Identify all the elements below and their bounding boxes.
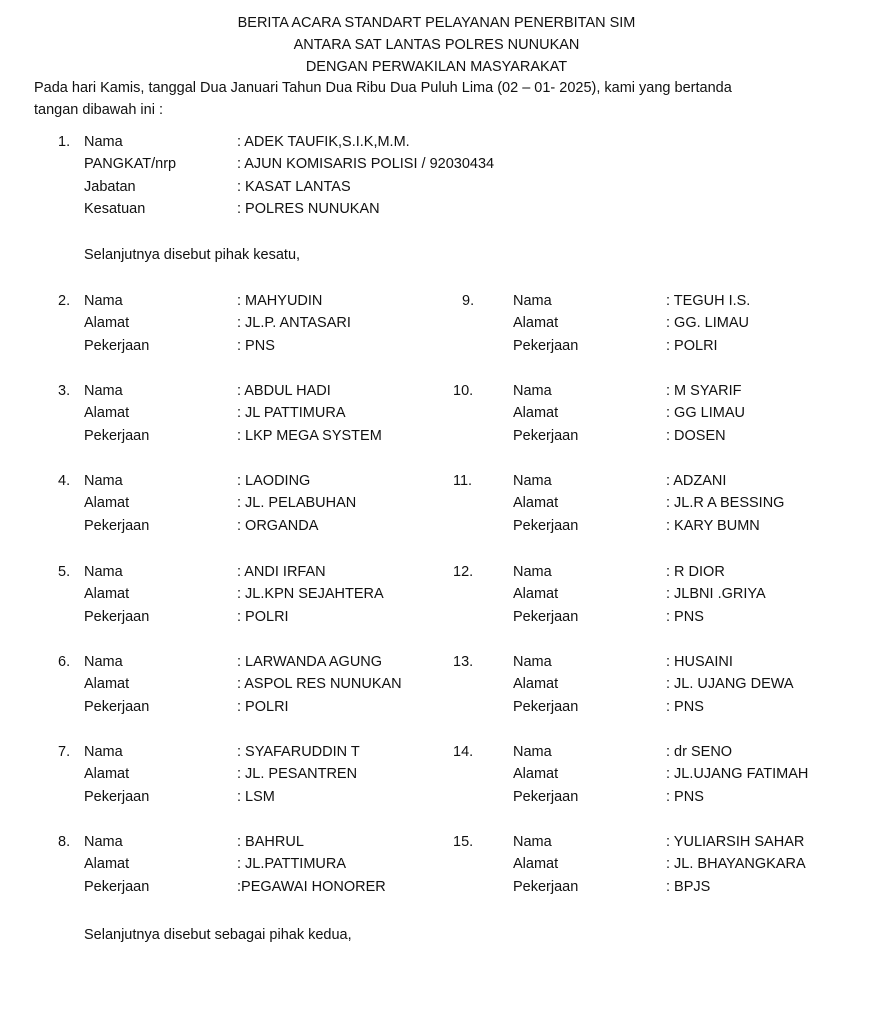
field-value: : MAHYUDIN [237,293,323,309]
field-value: : ANDI IRFAN [237,564,326,580]
entry-number: 15. [453,834,474,850]
field-value: : SYAFARUDDIN T [237,744,360,760]
field-label: Nama [84,564,123,580]
field-label: Nama [84,744,123,760]
field-label: Jabatan [84,179,136,195]
entry-number: 11. [453,473,473,489]
field-label: Alamat [513,495,559,511]
entry-number: 10. [453,383,474,399]
field-value: : POLRI [237,609,289,625]
field-value: : JLBNI .GRIYA [666,586,766,602]
field-value: : ABDUL HADI [237,383,331,399]
field-value: : PNS [237,338,275,354]
document-title-line-3: DENGAN PERWAKILAN MASYARAKAT [305,59,568,75]
field-value: : ADEK TAUFIK,S.I.K,M.M. [237,134,410,150]
first-party-closing: Selanjutnya disebut pihak kesatu, [84,247,301,263]
field-label: Alamat [513,586,559,602]
entry-number: 1. [58,134,71,150]
field-label: Alamat [513,766,559,782]
field-value: : GG LIMAU [666,405,745,421]
entry-number: 2. [58,293,71,309]
field-label: Pekerjaan [84,699,150,715]
field-value: : BPJS [666,879,711,895]
field-value: : JL PATTIMURA [237,405,346,421]
field-value: : DOSEN [666,428,726,444]
document-title-line-1: BERITA ACARA STANDART PELAYANAN PENERBITAN SIM [237,15,636,31]
field-value: : POLRI [237,699,289,715]
field-label: Nama [513,383,552,399]
field-value: : JL. PELABUHAN [237,495,357,511]
entry-number: 9. [462,293,475,309]
field-label: Nama [513,834,552,850]
field-label: Alamat [513,315,559,331]
field-label: Kesatuan [84,201,146,217]
field-value: : R DIOR [666,564,725,580]
field-value: : JL.PATTIMURA [237,856,347,872]
field-label: Pekerjaan [84,789,150,805]
field-label: Nama [513,744,552,760]
field-value: : AJUN KOMISARIS POLISI / 92030434 [237,156,495,172]
field-label: Nama [84,473,123,489]
field-label: Pekerjaan [513,789,579,805]
field-label: Pekerjaan [513,518,579,534]
field-label: Pekerjaan [513,879,579,895]
field-label: Nama [84,293,123,309]
field-value: : PNS [666,609,704,625]
field-value: : GG. LIMAU [666,315,749,331]
field-label: Alamat [513,856,559,872]
field-label: Alamat [84,766,130,782]
document-title-line-2: ANTARA SAT LANTAS POLRES NUNUKAN [293,37,580,53]
field-label: Pekerjaan [513,699,579,715]
field-label: Nama [84,654,123,670]
field-value: : TEGUH I.S. [666,293,751,309]
entry-number: 3. [58,383,71,399]
field-label: Pekerjaan [513,428,579,444]
field-label: Pekerjaan [84,338,150,354]
intro-line-1: Pada hari Kamis, tanggal Dua Januari Tahun Dua Ribu Dua Puluh Lima (02 – 01- 2025), kami yang bertanda [34,80,732,96]
field-value: : JL.P. ANTASARI [237,315,351,331]
field-label: Pekerjaan [84,609,150,625]
field-value: :PEGAWAI HONORER [237,879,386,895]
field-label: Nama [513,473,552,489]
field-value: : ASPOL RES NUNUKAN [237,676,402,692]
field-value: : PNS [666,699,704,715]
intro-line-2: tangan dibawah ini : [34,102,163,118]
field-label: Alamat [84,315,130,331]
entry-number: 14. [453,744,474,760]
field-label: Nama [84,134,123,150]
field-value: : JL. UJANG DEWA [666,676,794,692]
field-value: : dr SENO [666,744,733,760]
field-label: Nama [84,383,123,399]
field-label: Pekerjaan [84,518,150,534]
field-label: Alamat [84,495,130,511]
field-value: : YULIARSIH SAHAR [666,834,805,850]
entry-number: 12. [453,564,474,580]
field-value: : LAODING [237,473,311,489]
field-value: : ORGANDA [237,518,319,534]
field-value: : HUSAINI [666,654,733,670]
field-value: : LARWANDA AGUNG [237,654,383,670]
field-label: Nama [84,834,123,850]
field-label: Pekerjaan [513,609,579,625]
field-label: Nama [513,654,552,670]
field-label: Pekerjaan [513,338,579,354]
field-label: Alamat [84,586,130,602]
field-label: Nama [513,564,552,580]
field-value: : PNS [666,789,704,805]
field-value: : JL.UJANG FATIMAH [666,766,809,782]
field-value: : JL. PESANTREN [237,766,358,782]
entry-number: 4. [58,473,71,489]
field-value: : M SYARIF [666,383,742,399]
field-label: Alamat [84,405,130,421]
second-party-closing: Selanjutnya disebut sebagai pihak kedua, [84,927,352,943]
field-value: : LKP MEGA SYSTEM [237,428,382,444]
field-label: Alamat [84,676,130,692]
field-value: : KARY BUMN [666,518,760,534]
field-label: Pekerjaan [84,428,150,444]
field-label: Pekerjaan [84,879,150,895]
field-value: : JL.KPN SEJAHTERA [237,586,384,602]
entry-number: 8. [58,834,71,850]
entry-number: 6. [58,654,71,670]
field-label: Nama [513,293,552,309]
field-value: : KASAT LANTAS [237,179,351,195]
entry-number: 5. [58,564,71,580]
field-value: : POLRES NUNUKAN [237,201,380,217]
field-label: Alamat [513,405,559,421]
field-value: : BAHRUL [237,834,304,850]
field-value: : JL.R A BESSING [666,495,785,511]
entry-number: 13. [453,654,474,670]
field-value: : ADZANI [666,473,727,489]
field-value: : JL. BHAYANGKARA [666,856,806,872]
field-label: PANGKAT/nrp [84,156,177,172]
field-label: Alamat [513,676,559,692]
field-label: Alamat [84,856,130,872]
entry-number: 7. [58,744,71,760]
field-value: : LSM [237,789,275,805]
field-value: : POLRI [666,338,718,354]
